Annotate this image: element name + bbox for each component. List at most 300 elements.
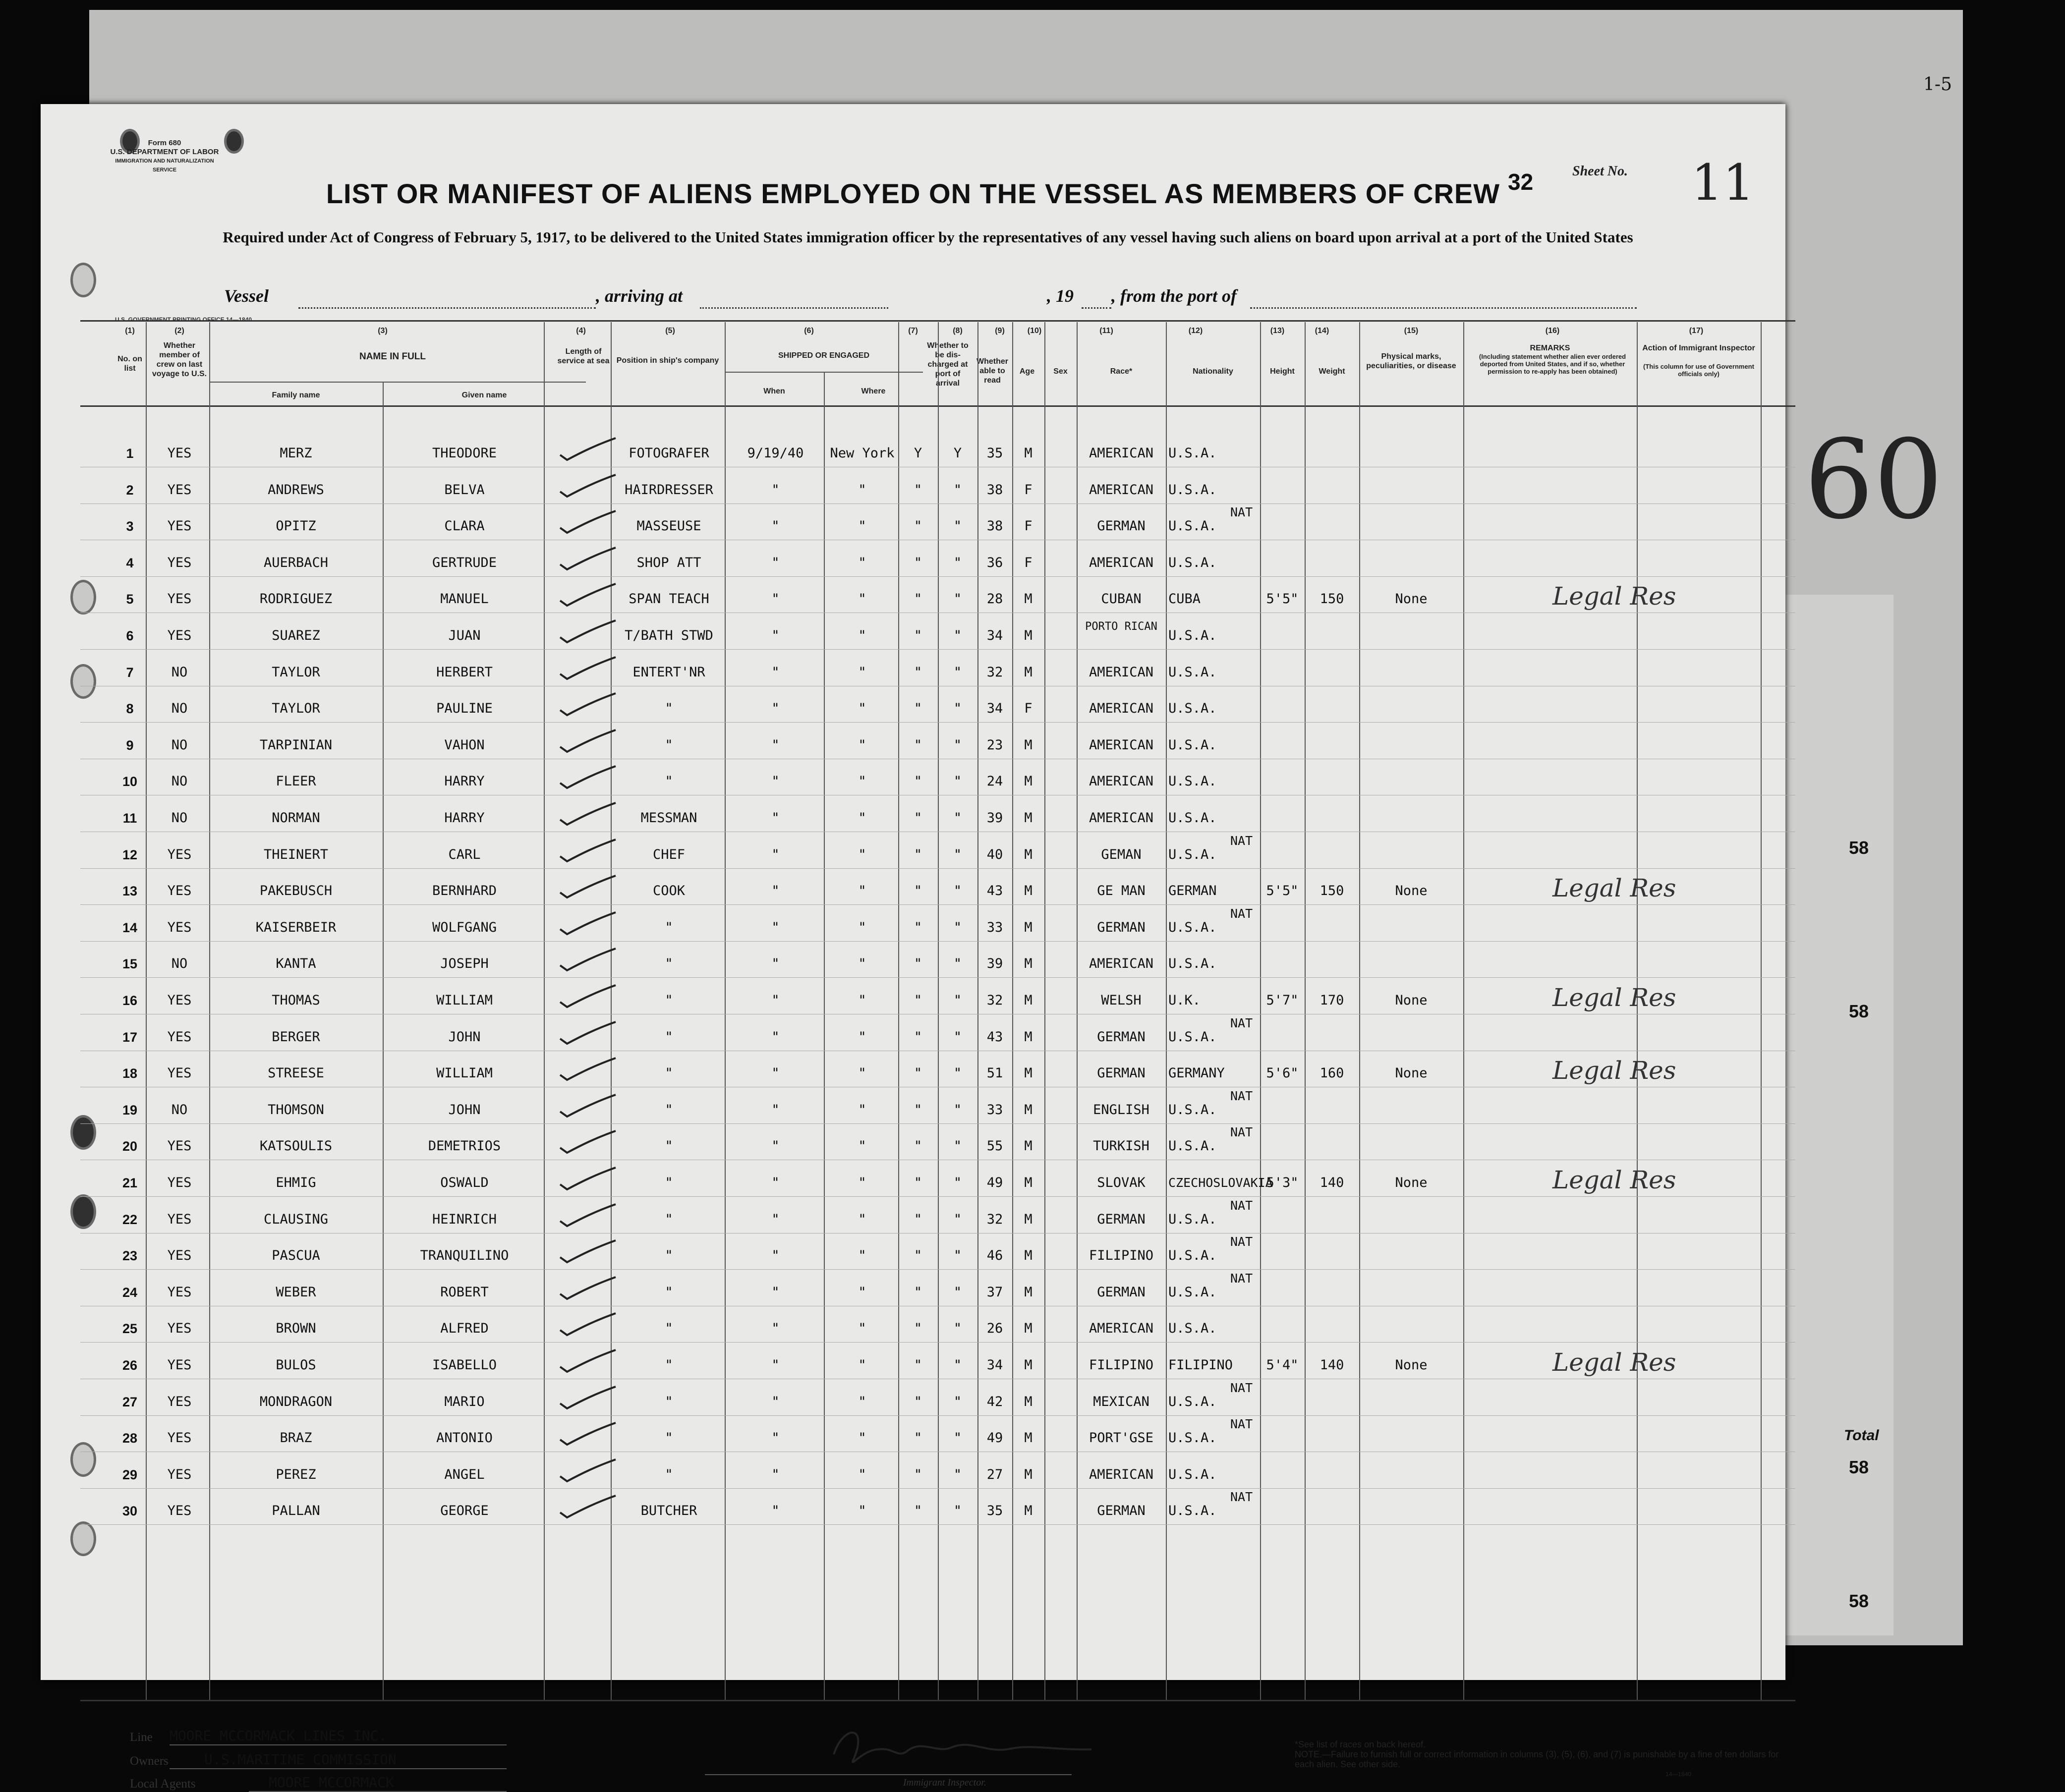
member-last-voyage: YES [167,1357,192,1373]
nationality: U.S.A. [1168,446,1217,461]
manifest-page [41,104,1785,1791]
edge-total-label: Total [1844,1427,1879,1444]
given-name: GEORGE [440,1503,489,1519]
given-name: JOSEPH [440,956,489,972]
column-divider [1761,322,1762,1700]
position: " [665,1175,673,1190]
race: GERMAN [1097,1211,1146,1227]
row-number: 5 [126,592,134,607]
age: 26 [986,1321,1003,1337]
family-name: BERGER [272,1029,320,1045]
position: " [665,1138,673,1154]
col-num: (11) [1099,327,1113,335]
able-to-read: " [953,1029,962,1045]
family-name: TAYLOR [272,701,320,717]
table-bottom-line [80,1700,1795,1701]
age: 35 [986,1503,1003,1519]
column-divider [824,372,825,1700]
race: AMERICAN [1089,555,1154,570]
member-last-voyage: YES [167,1430,192,1446]
nationality: U.S.A. [1168,846,1217,862]
shipped-when: " [771,810,780,826]
age: 39 [986,956,1003,972]
able-to-read: " [953,1321,962,1337]
naturalized-mark: NAT [1230,833,1253,848]
shipped-when: " [771,1503,780,1519]
binder-hole [70,580,96,615]
shipped-where: " [858,846,866,862]
binder-hole [70,664,96,699]
col-num: (4) [576,327,586,335]
race: GERMAN [1097,1284,1146,1300]
position: " [665,993,673,1008]
inspector-signature [824,1720,1101,1779]
naturalized-mark: NAT [1230,1234,1253,1249]
agents-label: Local Agents [130,1777,196,1791]
shipped-where: " [858,555,866,570]
header-age: Age [1019,367,1035,376]
race: AMERICAN [1089,810,1154,826]
legal-residence-note: Legal Res [1552,582,1676,611]
service-checkmark-icon [556,435,621,465]
row-rule [80,1123,1795,1124]
nationality: U.S.A. [1168,664,1217,680]
position: " [665,774,673,789]
header-nationality: Nationality [1193,367,1233,376]
shipped-when: " [771,1029,780,1045]
shipped-when: " [771,664,780,680]
physical-marks: None [1395,1175,1428,1190]
sex: M [1024,1321,1032,1337]
member-last-voyage: YES [167,1211,192,1227]
row-rule [80,649,1795,650]
nationality: U.S.A. [1168,1503,1217,1519]
edge-total-value: 58 [1849,1457,1869,1477]
able-to-read: " [953,518,962,534]
naturalized-mark: NAT [1230,1088,1253,1103]
header-remarks: REMARKS [1530,344,1570,352]
service-checkmark-icon [556,1201,621,1231]
able-to-read: " [953,737,962,753]
family-name: THOMSON [268,1102,324,1118]
row-rule [80,576,1795,577]
shipped-where: " [858,1394,866,1409]
discharged: " [914,846,922,862]
age: 40 [986,846,1003,862]
given-name: HEINRICH [432,1211,497,1227]
discharged: " [914,518,922,534]
position: SPAN TEACH [629,591,709,607]
position: " [665,1430,673,1446]
nationality: U.S.A. [1168,737,1217,753]
row-number: 10 [122,774,138,789]
able-to-read: " [953,810,962,826]
nationality: U.S.A. [1168,1029,1217,1045]
sheet-label: Sheet No. [1572,164,1628,179]
discharged: " [914,1321,922,1337]
member-last-voyage: NO [171,664,188,680]
age: 43 [986,883,1003,899]
age: 32 [986,993,1003,1008]
able-to-read: " [953,1175,962,1190]
shipped-when: " [771,956,780,972]
service-checkmark-icon [556,873,621,902]
sheet-number: 11 [1691,154,1755,212]
race: TURKISH [1093,1138,1149,1154]
binder-hole [70,1194,96,1229]
race: ENGLISH [1093,1102,1149,1118]
position: " [665,1248,673,1264]
sex: M [1024,810,1032,826]
header-length-service: Length of service at sea [557,347,610,365]
able-to-read: " [953,1284,962,1300]
service-checkmark-icon [556,1128,621,1158]
member-last-voyage: NO [171,774,188,789]
header-discharged: Whether to be dis-charged at port of arrival [927,341,969,388]
row-number: 16 [122,993,138,1008]
position: " [665,737,673,753]
row-rule [80,1415,1795,1416]
sex: M [1024,737,1032,753]
inspector-line [705,1774,1072,1775]
physical-marks: None [1395,1065,1428,1081]
nationality: U.S.A. [1168,774,1217,789]
shipped-when: " [771,1138,780,1154]
shipped-where: " [858,1248,866,1264]
sex: M [1024,1284,1032,1300]
position: COOK [652,883,686,899]
family-name: THEINERT [263,846,329,862]
given-name: ANGEL [444,1466,485,1482]
given-name: CLARA [444,518,485,534]
sex: M [1024,1248,1032,1264]
nationality: FILIPINO [1168,1357,1233,1373]
port-line [1250,307,1637,309]
able-to-read: " [953,1102,962,1118]
naturalized-mark: NAT [1230,1380,1253,1395]
member-last-voyage: YES [167,591,192,607]
naturalized-mark: NAT [1230,1015,1253,1030]
discharged: " [914,1138,922,1154]
family-name: PEREZ [276,1466,316,1482]
family-name: OPITZ [276,518,316,534]
owners-label: Owners [130,1754,169,1768]
nationality: U.S.A. [1168,1102,1217,1118]
able-to-read: " [953,993,962,1008]
column-divider [146,322,147,1700]
physical-marks: None [1395,993,1428,1008]
nationality: GERMAN [1168,883,1217,899]
row-number: 29 [122,1467,138,1482]
member-last-voyage: NO [171,956,188,972]
age: 46 [986,1248,1003,1264]
given-name: JOHN [448,1029,481,1045]
name-divider [209,382,586,383]
position: FOTOGRAFER [629,446,709,461]
col-num: (12) [1188,327,1203,335]
shipped-where: " [858,1466,866,1482]
service-checkmark-icon [556,1019,621,1049]
service-checkmark-icon [556,1456,621,1486]
race: AMERICAN [1089,446,1154,461]
given-name: MARIO [444,1394,485,1409]
row-rule [80,1488,1795,1489]
weight: 140 [1319,1357,1344,1373]
naturalized-mark: NAT [1230,1417,1253,1432]
row-number: 15 [122,956,138,972]
age: 32 [986,1211,1003,1227]
vessel-line [298,307,596,309]
given-name: TRANQUILINO [420,1248,509,1264]
member-last-voyage: YES [167,1138,192,1154]
discharged: " [914,664,922,680]
service-checkmark-icon [556,1310,621,1340]
member-last-voyage: YES [167,1065,192,1081]
nationality: GERMANY [1168,1065,1225,1081]
family-name: MERZ [280,446,312,461]
shipped-when: " [771,1466,780,1482]
service-checkmark-icon [556,909,621,939]
row-rule [80,1269,1795,1270]
row-number: 30 [122,1504,138,1519]
race: GEMAN [1101,846,1142,862]
race: MEXICAN [1093,1394,1149,1409]
shipped-where: " [858,1065,866,1081]
shipped-where: " [858,737,866,753]
shipped-where: " [858,1503,866,1519]
col-num: (8) [953,327,963,335]
service-checkmark-icon [556,654,621,684]
age: 38 [986,518,1003,534]
sex: M [1024,1102,1032,1118]
nationality: U.S.A. [1168,1466,1217,1482]
age: 38 [986,482,1003,498]
sex: M [1024,1394,1032,1409]
shipped-where: " [858,883,866,899]
member-last-voyage: YES [167,518,192,534]
shipped-when: 9/19/40 [747,446,804,461]
column-divider [209,322,210,1700]
header-weight: Weight [1319,367,1345,376]
family-name: THOMAS [272,993,320,1008]
shipped-where: " [858,774,866,789]
sex: M [1024,956,1032,972]
shipped-where: " [858,810,866,826]
header-action: Action of Immigrant Inspector [1642,344,1755,352]
family-name: CLAUSING [263,1211,329,1227]
position: " [665,701,673,717]
shipped-where: " [858,1430,866,1446]
row-number: 22 [122,1212,138,1227]
member-last-voyage: NO [171,737,188,753]
row-number: 4 [126,555,134,570]
nationality: U.S.A. [1168,518,1217,534]
shipped-when: " [771,482,780,498]
shipped-where: " [858,1175,866,1190]
given-name: BELVA [444,482,485,498]
discharged: " [914,1357,922,1373]
shipped-when: " [771,1065,780,1081]
discharged: " [914,1175,922,1190]
age: 51 [986,1065,1003,1081]
able-to-read: " [953,1466,962,1482]
service-checkmark-icon [556,1092,621,1121]
form-code: 14—1840 [1665,1771,1691,1778]
service-checkmark-icon [556,690,621,720]
race: FILIPINO [1089,1248,1154,1264]
naturalized-mark: NAT [1230,906,1253,921]
nationality: U.S.A. [1168,810,1217,826]
binder-hole [224,129,244,154]
discharged: " [914,919,922,935]
discharged: " [914,737,922,753]
naturalized-mark: NAT [1230,1490,1253,1505]
family-name: EHMIG [276,1175,316,1190]
discharged: " [914,1248,922,1264]
shipped-when: " [771,919,780,935]
discharged: " [914,555,922,570]
age: 49 [986,1430,1003,1446]
row-number: 21 [122,1176,138,1190]
sex: F [1024,518,1032,534]
header-remarks-sub: (Including statement whether alien ever ordered deported from United States, and if so, whether permission to re-apply has been obtained) [1479,353,1626,375]
owners-value: U.S.MARITIME COMMISSION [204,1751,397,1768]
service-checkmark-icon [556,1347,621,1377]
row-number: 3 [126,519,134,534]
able-to-read: Y [953,446,962,461]
sex: M [1024,664,1032,680]
subtitle: Required under Act of Congress of February 5, 1917, to be delivered to the United States immigration officer by the representatives of any vessel having such aliens on board upon arrival at a port of the United States [223,228,1633,246]
physical-marks: None [1395,883,1428,899]
form-service: IMMIGRATION AND NATURALIZATION SERVICE [115,158,214,173]
service-checkmark-icon [556,1274,621,1304]
column-divider [1359,322,1360,1700]
sex: M [1024,846,1032,862]
shipped-when: " [771,555,780,570]
race: AMERICAN [1089,1466,1154,1482]
discharged: " [914,1065,922,1081]
shipped-when: " [771,1430,780,1446]
discharged: " [914,1466,922,1482]
row-number: 11 [122,811,137,826]
given-name: HARRY [444,774,485,789]
arriving-line [700,307,888,309]
column-divider [1044,322,1045,1700]
shipped-when: " [771,883,780,899]
row-rule [80,722,1795,723]
family-name: BRAZ [280,1430,312,1446]
discharged: " [914,774,922,789]
service-checkmark-icon [556,1493,621,1522]
age: 55 [986,1138,1003,1154]
arriving-label: , arriving at [596,286,683,306]
member-last-voyage: YES [167,446,192,461]
header-able-read: Whether able to read [976,357,1008,385]
race: AMERICAN [1089,482,1154,498]
given-name: MANUEL [440,591,489,607]
nationality: U.S.A. [1168,956,1217,972]
member-last-voyage: YES [167,846,192,862]
family-name: AUERBACH [263,555,329,570]
nationality: U.S.A. [1168,1321,1217,1337]
service-checkmark-icon [556,1165,621,1194]
races-note: *See list of races on back hereof. [1295,1739,1426,1749]
given-name: JOHN [448,1102,481,1118]
fine-note: NOTE.—Failure to furnish full or correct information in columns (3), (5), (6), and (7) is punishable by a fine of ten dollars for each alien. See other side. [1295,1749,1779,1769]
discharged: " [914,701,922,717]
shipped-where: " [858,956,866,972]
sex: M [1024,1430,1032,1446]
physical-marks: None [1395,591,1428,607]
shipped-when: " [771,774,780,789]
discharged: " [914,1394,922,1409]
service-checkmark-icon [556,1055,621,1085]
weight: 170 [1319,993,1344,1008]
row-number: 8 [126,701,134,717]
column-divider [1305,322,1306,1700]
discharged: " [914,1430,922,1446]
col-num: (17) [1689,327,1704,335]
member-last-voyage: YES [167,1029,192,1045]
legal-residence-note: Legal Res [1552,1056,1676,1085]
nationality: U.S.A. [1168,919,1217,935]
able-to-read: " [953,628,962,643]
position: SHOP ATT [636,555,701,570]
shipped-where: " [858,518,866,534]
shipped-when: " [771,1357,780,1373]
able-to-read: " [953,1394,962,1409]
able-to-read: " [953,1065,962,1081]
large-handwritten-number: 60 [1804,416,1943,543]
shipped-when: " [771,1284,780,1300]
col-num: (2) [174,327,184,335]
given-name: THEODORE [432,446,497,461]
binder-hole [70,263,96,297]
nationality: U.S.A. [1168,1394,1217,1409]
age: 43 [986,1029,1003,1045]
member-last-voyage: NO [171,701,188,717]
printing-office: U.S. GOVERNMENT PRINTING OFFICE 14—1840 [115,316,252,323]
row-number: 18 [122,1066,138,1081]
legal-residence-note: Legal Res [1552,874,1676,903]
shipped-when: " [771,1321,780,1337]
discharged: " [914,1284,922,1300]
race: GERMAN [1097,1503,1146,1519]
naturalized-mark: NAT [1230,1198,1253,1213]
col-num: (3) [378,327,388,335]
discharged: " [914,883,922,899]
col-num: (14) [1315,327,1329,335]
able-to-read: " [953,774,962,789]
year-label: , 19 [1047,286,1074,306]
form-number: Form 680 [148,139,181,147]
given-name: ANTONIO [436,1430,493,1446]
row-number: 20 [122,1139,138,1154]
position: T/BATH STWD [625,628,713,643]
shipped-where: " [858,628,866,643]
age: 27 [986,1466,1003,1482]
page-number: 32 [1508,169,1534,195]
row-rule [80,904,1795,905]
sex: M [1024,446,1032,461]
position: " [665,1394,673,1409]
row-rule [80,868,1795,869]
row-number: 28 [122,1431,138,1446]
race: GERMAN [1097,919,1146,935]
race: FILIPINO [1089,1357,1154,1373]
sex: M [1024,774,1032,789]
col-num: (1) [125,327,135,335]
